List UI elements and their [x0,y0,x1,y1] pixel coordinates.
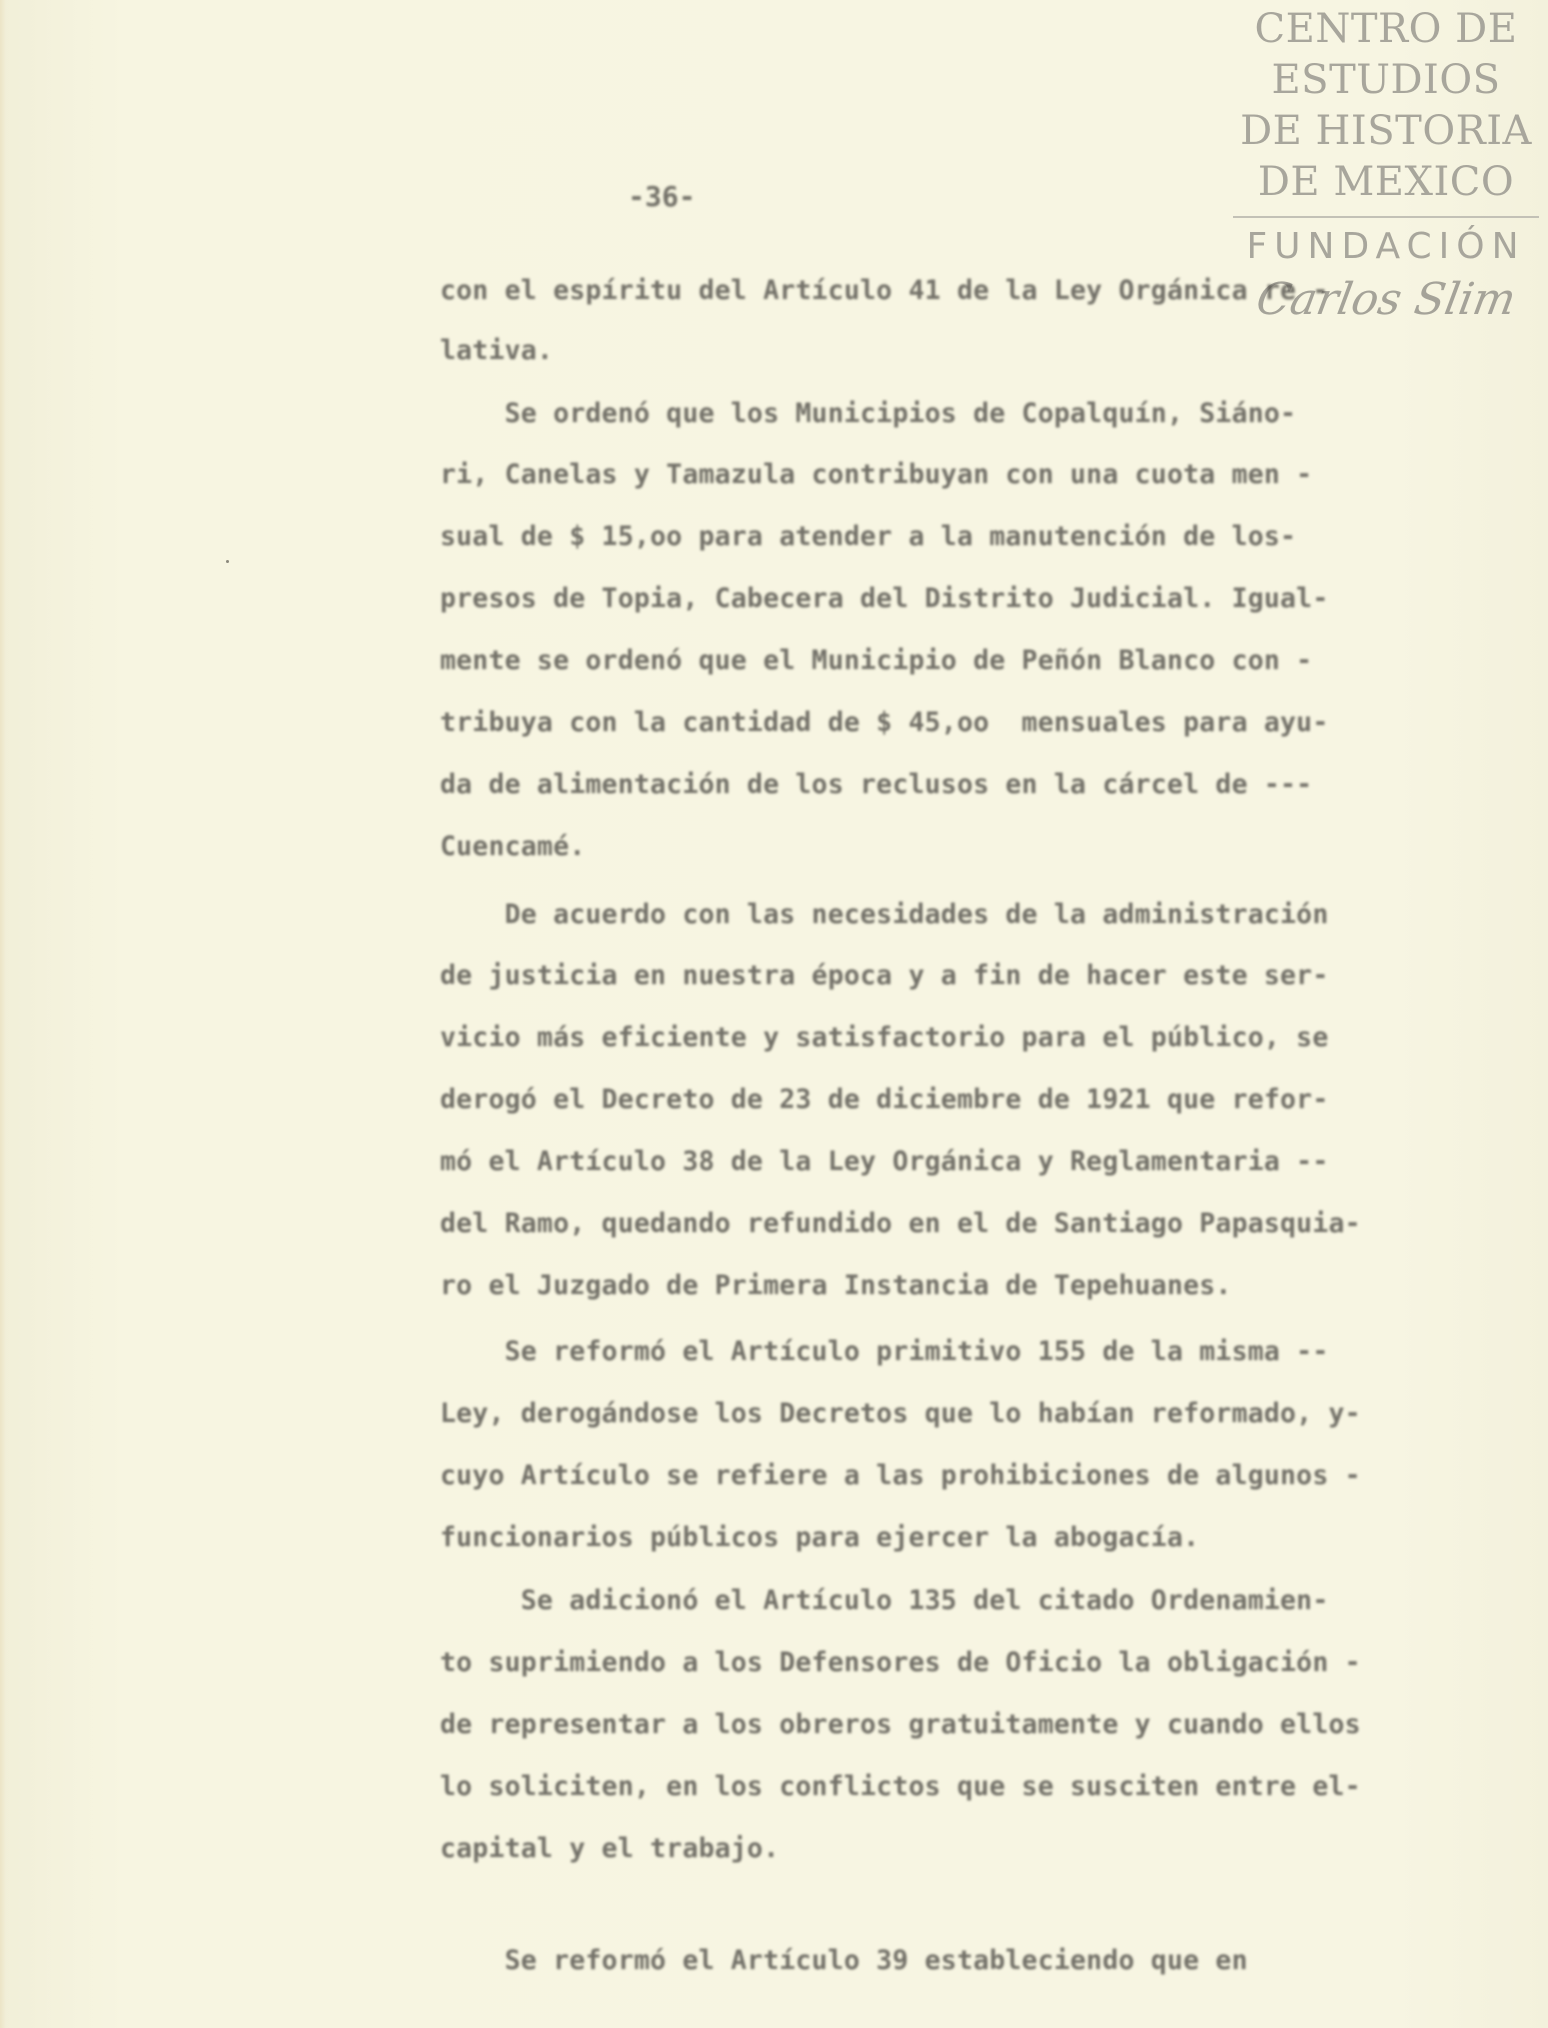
text-line: de representar a los obreros gratuitamente y cuando ellos [440,1709,1361,1740]
text-line: funcionarios públicos para ejercer la abogacía. [440,1522,1200,1553]
text-line: cuyo Artículo se refiere a las prohibiciones de algunos - [440,1460,1361,1491]
text-line: de justicia en nuestra época y a fin de hacer este ser- [440,960,1329,991]
text-line: ri, Canelas y Tamazula contribuyan con una cuota men - [440,459,1313,490]
text-line: sual de $ 15,oo para atender a la manutención de los- [440,521,1297,552]
text-line: con el espíritu del Artículo 41 de la Ley Orgánica re - [440,275,1329,306]
watermark-line-3: DE HISTORIA [1240,108,1532,154]
text-line: tribuya con la cantidad de $ 45,oo mensuales para ayu- [440,707,1329,738]
text-line: lo soliciten, en los conflictos que se susciten entre el- [440,1771,1361,1802]
text-line: mente se ordenó que el Municipio de Peñón Blanco con - [440,645,1313,676]
text-line: Se reformó el Artículo 39 estableciendo que en [440,1945,1248,1976]
text-line: derogó el Decreto de 23 de diciembre de 1921 que refor- [440,1084,1329,1115]
text-line: Se ordenó que los Municipios de Copalquín, Siáno- [440,398,1297,429]
text-line: Cuencamé. [440,831,586,862]
paper-speck [226,560,229,563]
text-line: vicio más eficiente y satisfactorio para el público, se [440,1022,1329,1053]
text-line: lativa. [440,335,554,366]
watermark-fundacion: FUNDACIÓN [1246,226,1526,267]
text-line: Se reformó el Artículo primitivo 155 de la misma -- [440,1336,1329,1367]
text-line: da de alimentación de los reclusos en la cárcel de --- [440,769,1313,800]
text-line: Se adicionó el Artículo 135 del citado Ordenamien- [440,1585,1329,1616]
text-line: Ley, derogándose los Decretos que lo habían reformado, y- [440,1398,1361,1429]
watermark-line-1: CENTRO DE [1254,6,1518,52]
text-line: capital y el trabajo. [440,1833,780,1864]
text-line: del Ramo, quedando refundido en el de Santiago Papasquia- [440,1208,1361,1239]
text-line: to suprimiendo a los Defensores de Oficio la obligación - [440,1647,1361,1678]
text-line: mó el Artículo 38 de la Ley Orgánica y Reglamentaria -- [440,1146,1329,1177]
text-line: ro el Juzgado de Primera Instancia de Tepehuanes. [440,1270,1232,1301]
text-line: presos de Topia, Cabecera del Distrito Judicial. Igual- [440,583,1329,614]
page-number: -36- [628,180,696,213]
text-line: De acuerdo con las necesidades de la administración [440,899,1329,930]
watermark-line-2: ESTUDIOS [1271,57,1501,103]
page-edge-shadow [0,0,6,2028]
watermark-signature: Carlos Slim [1252,274,1520,325]
watermark-divider [1233,216,1539,218]
watermark-line-4: DE MEXICO [1257,159,1515,205]
